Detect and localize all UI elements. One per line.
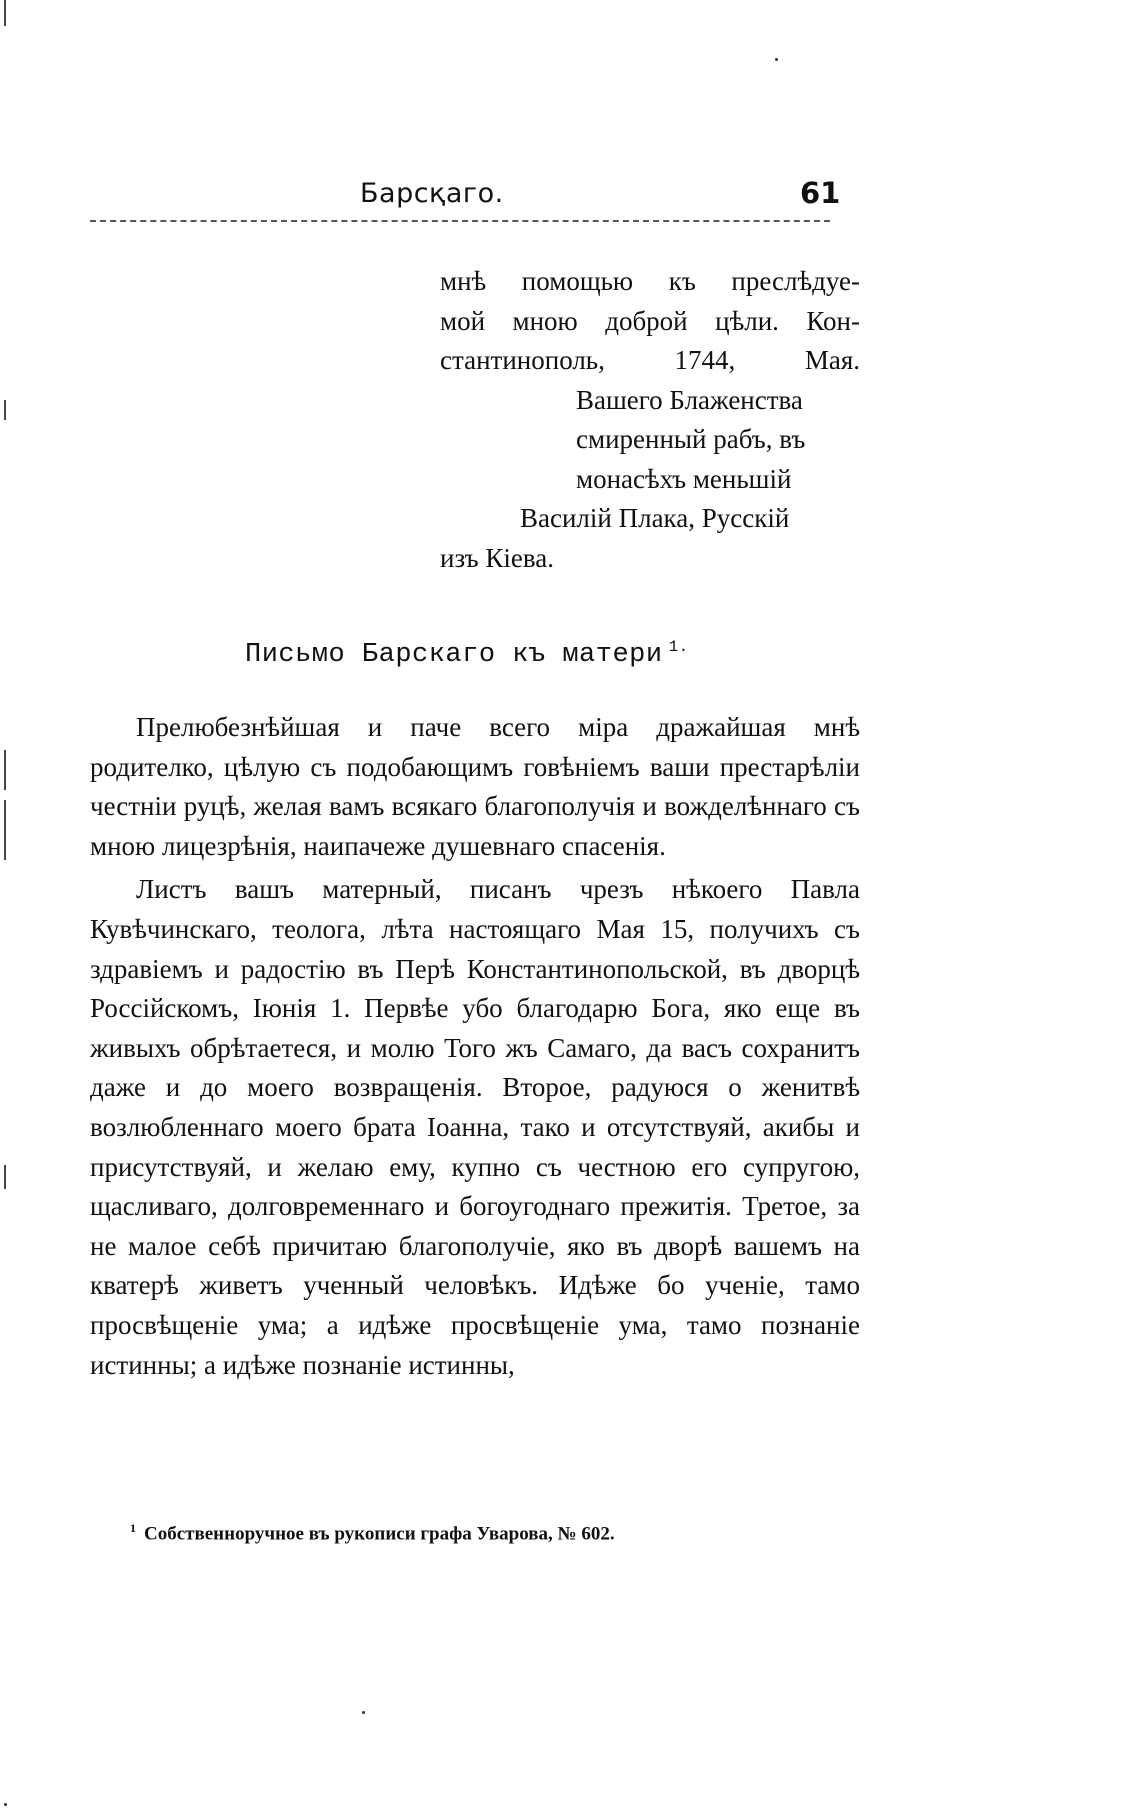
scan-edge-mark xyxy=(4,400,6,420)
running-title: Барсқаго. xyxy=(360,178,504,209)
footnote xyxy=(130,1521,615,1545)
section-title xyxy=(245,638,689,670)
section-title-text: Письмо Барскаго къ матери xyxy=(245,640,663,670)
letter-line: стантинополь, 1744, Мая. xyxy=(440,345,860,375)
scan-edge-mark xyxy=(4,800,6,860)
page-number: 61 xyxy=(800,176,841,210)
letter-line: монасѣхъ меньшій xyxy=(576,463,792,494)
footnote-text: Собственноручное въ рукописи графа Уварова, № 602. xyxy=(144,1523,615,1545)
scan-speck xyxy=(775,58,778,61)
letter-line: смиренный рабъ, въ xyxy=(576,424,806,454)
scan-speck xyxy=(362,1711,365,1714)
scan-speck xyxy=(4,1803,7,1806)
footnote-marker: 1 xyxy=(130,1521,136,1535)
letter-line: мнѣ помощью къ преслѣдуе- xyxy=(440,266,860,296)
letter-signature: Василій Плака, Русскій xyxy=(520,503,790,533)
paragraph: Прелюбезнѣйшая и паче всего міра дражайшая мнѣ родителко, цѣлую съ подобающимъ говѣніемъ ваши престарѣліи честніи руцѣ, желая вамъ всякаго благополучія и вожделѣннаго съ мною лицезрѣнія, наипачеже душевнаго спасенія. xyxy=(90,712,860,861)
footnote-reference: 1. xyxy=(668,638,689,656)
scan-edge-mark xyxy=(4,0,6,26)
letter-line: изъ Кіева. xyxy=(440,542,554,573)
header-rule xyxy=(90,220,830,222)
paragraph: Листъ вашъ матерный, писанъ чрезъ нѣкоего Павла Кувѣчинскаго, теолога, лѣта настоящаго Мая 15, получихъ съ здравіемъ и радостію въ Перѣ Константинопольской, въ дворцѣ Россійскомъ, Іюнія 1. Первѣе убо благодарю Бога, яко еще въ живыхъ обрѣтаетеся, и молю Того жъ Самаго, да васъ сохранитъ даже и до моего возвращенія. Второе, радуюся о женитвѣ возлюбленнаго моего брата Іоанна, тако и отсутствуяй, акибы и присутствуяй, и желаю ему, купно съ честною его супругою, щасливаго, долговременнаго и богоугоднаго прежитія. Третое, за не малое себѣ причитаю благополучіе, яко въ дворѣ вашемъ на кватерѣ живетъ ученный человѣкъ. Идѣже бо ученіе, тамо просвѣщеніе ума; а идѣже просвѣщеніе ума, тамо познаніе истинны; а идѣже познаніе истинны, xyxy=(90,874,860,1380)
scan-edge-mark xyxy=(4,1165,6,1189)
letter-line: Вашего Блаженства xyxy=(576,384,803,415)
body-text xyxy=(90,708,860,1385)
scan-edge-mark xyxy=(4,750,6,790)
letter-closing xyxy=(440,262,860,578)
letter-line: мой мною доброй цѣли. Кон- xyxy=(440,305,860,336)
